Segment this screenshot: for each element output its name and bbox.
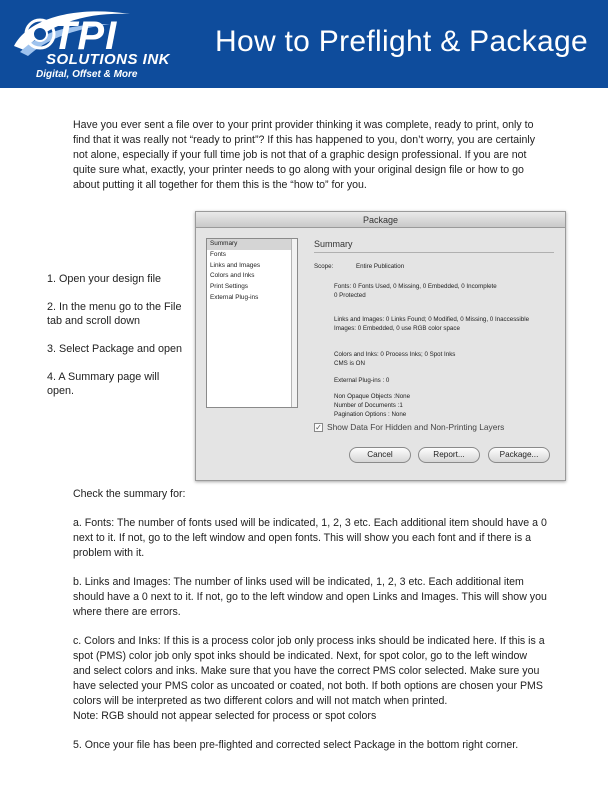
steps-list [47,272,187,412]
dialog-title: Package [196,212,565,228]
intro-paragraph: Have you ever sent a file over to your print provider thinking it was complete, ready to print, only to find that it was really not “ready to print”? If this has happened to you, don’t worry, you are certainly not alone, especially if your full time job is not that of a graphic design professional. If you are not quite sure what, exactly, your printer needs to go along with your original design file or how to go about putting it all together for them this is the “how to” for you. [73,119,536,191]
scope-value: Entire Publication [356,263,405,270]
company-logo [10,6,180,82]
list-item-external-plugins[interactable]: External Plug-ins [210,293,259,301]
checkbox-label: Show Data For Hidden and Non-Printing Layers [327,422,505,432]
scope-label: Scope: [314,263,334,270]
links-summary: Links and Images: 0 Links Found; 0 Modified, 0 Missing, 0 Inaccessible Images: 0 Embedded, 0 use RGB color space [334,316,530,332]
checkbox-check-icon: ✓ [315,422,322,432]
colors-summary: Colors and Inks: 0 Process Inks; 0 Spot Inks CMS is ON [334,351,456,367]
list-item-print-settings[interactable]: Print Settings [210,283,249,291]
logo-tagline: Digital, Offset & More [36,69,138,80]
show-hidden-layers-checkbox[interactable] [314,422,504,432]
summary-divider [314,252,554,253]
logo-subtitle: SOLUTIONS INK [46,51,171,68]
check-fonts: a. Fonts: The number of fonts used will be indicated, 1, 2, 3 etc. Each additional item should have a 0 next to it. If not, go to the left window and open fonts. This will show you each font and if there is a problem with it. [73,517,547,559]
fonts-summary: Fonts: 0 Fonts Used, 0 Missing, 0 Embedded, 0 Incomplete 0 Protected [334,283,497,299]
check-note: Note: RGB should not appear selected for process or spot colors [73,710,377,722]
step-1: 1. Open your design file [47,273,162,285]
other-summary: Non Opaque Objects :None Number of Documents :1 Pagination Options : None [334,393,411,418]
header-banner [0,0,608,88]
report-button[interactable]: Report... [418,447,480,463]
logo-name: TPI [52,14,118,58]
check-heading: Check the summary for: [73,488,186,500]
cancel-button[interactable]: Cancel [349,447,411,463]
check-summary-section [73,487,547,767]
list-item-fonts[interactable]: Fonts [210,250,226,258]
step-3: 3. Select Package and open [47,343,183,355]
step-5: 5. Once your file has been pre-flighted and corrected select Package in the bottom right corner. [73,739,519,751]
summary-heading: Summary [314,239,353,249]
list-scrollbar[interactable] [291,239,297,407]
dialog-category-list [206,238,298,408]
package-button[interactable]: Package... [488,447,550,463]
check-colors-inks: c. Colors and Inks: If this is a process color job only process inks should be indicated here. If this is a spot (PMS) color job only spot inks should be indicated. Next, for spot color, go to the left window and select colors and inks. Make sure that you have the correct PMS color selected. Make sure you have selected your PMS color as uncoated or coated, not both. If both options are chosen your PMS colors will be interpreted as two different colors and will not match when printed. [73,635,545,707]
check-links-images: b. Links and Images: The number of links used will be indicated, 1, 2, 3 etc. Each additional item should have a 0 next to it. If not, go to the left window and open Links and Images. This will show you where there are errors. [73,576,547,618]
plugins-summary: External Plug-ins : 0 [334,377,390,384]
list-item-summary[interactable]: Summary [207,239,297,250]
step-4: 4. A Summary page will open. [47,371,160,397]
list-item-colors-inks[interactable]: Colors and Inks [210,272,255,280]
step-2: 2. In the menu go to the File tab and scroll down [47,301,182,327]
page-title: How to Preflight & Package [215,25,588,58]
list-item-links-images[interactable]: Links and Images [210,261,261,269]
package-dialog [195,211,566,481]
